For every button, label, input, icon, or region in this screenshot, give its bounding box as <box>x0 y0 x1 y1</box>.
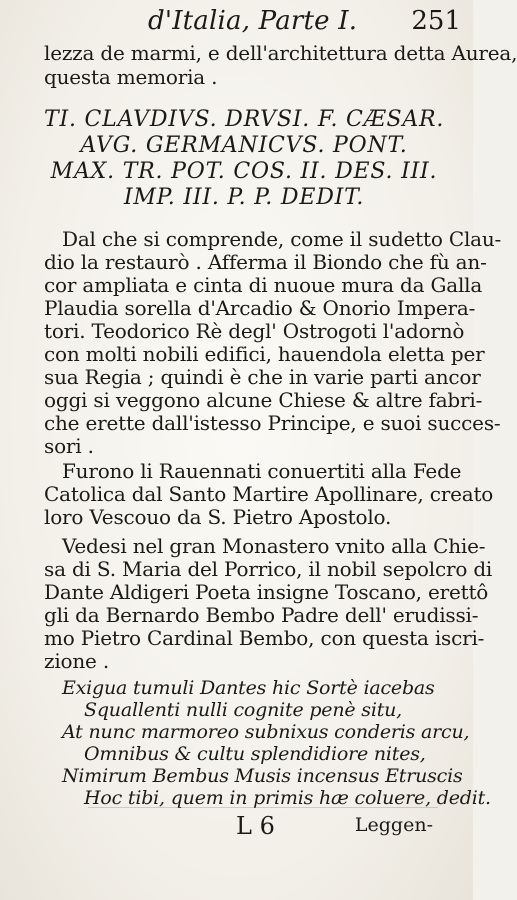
paragraph-line: zione . <box>44 649 110 673</box>
epitaph-line: Exigua tumuli Dantes hic Sortè iacebas <box>62 677 435 699</box>
paragraph-line: sori . <box>44 434 94 458</box>
epitaph-line: Nimirum Bembus Musis incensus Etruscis <box>62 765 463 787</box>
paragraph-line: loro Vescouo da S. Pietro Apostolo. <box>44 505 392 529</box>
paragraph-line: oggi si veggono alcune Chiese & altre fabri- <box>44 388 483 412</box>
paragraph-line: Vedesi nel gran Monastero vnito alla Chie- <box>62 534 486 558</box>
paragraph-line: mo Pietro Cardinal Bembo, con questa iscri- <box>44 626 485 650</box>
paragraph-line: Catolica dal Santo Martire Apollinare, creato <box>44 482 494 506</box>
epitaph-line: Hoc tibi, quem in primis hæ coluere, dedit. <box>84 787 491 809</box>
running-title: d'Italia, Parte I. <box>148 6 358 36</box>
paragraph-line: Furono li Rauennati conuertiti alla Fede <box>62 459 462 483</box>
paragraph-line: sa di S. Maria del Porrico, il nobil sepolcro di <box>44 557 493 581</box>
intro-line: lezza de marmi, e dell'architettura detta Aurea, <box>44 41 517 65</box>
page-number: 251 <box>411 6 461 36</box>
paragraph-line: che erette dall'istesso Principe, e suoi succes- <box>44 411 501 435</box>
paragraph-line: Plaudia sorella d'Arcadio & Onorio Impera- <box>44 296 476 320</box>
paragraph-line: dio la restaurò . Afferma il Biondo che fù an- <box>44 250 487 274</box>
paragraph-line: con molti nobili edifici, hauendola eletta per <box>44 342 485 366</box>
paragraph-line: tori. Teodorico Rè degl' Ostrogoti l'adornò <box>44 319 465 343</box>
paragraph-line: cor ampliata e cinta di nuoue mura da Galla <box>44 273 483 297</box>
inscription-line: TI. CLAVDIVS. DRVSI. F. CÆSAR. <box>44 107 445 132</box>
epitaph-line: Omnibus & cultu splendidiore nites, <box>84 743 426 765</box>
paragraph-line: sua Regia ; quindi è che in varie parti ancor <box>44 365 481 389</box>
catchword: Leggen- <box>354 814 433 836</box>
inscription-line: IMP. III. P. P. DEDIT. <box>123 185 365 210</box>
paragraph-line: gli da Bernardo Bembo Padre dell' erudissi- <box>44 603 479 627</box>
epitaph-underline <box>88 807 438 808</box>
epitaph-line: At nunc marmoreo subnixus conderis arcu, <box>62 721 470 743</box>
intro-line: questa memoria . <box>44 65 218 89</box>
inscription-line: MAX. TR. POT. COS. II. DES. III. <box>50 159 438 184</box>
inscription-line: AVG. GERMANICVS. PONT. <box>80 133 408 158</box>
signature-mark: L 6 <box>236 812 275 840</box>
epitaph-line: Squallenti nulli cognite penè situ, <box>84 699 403 721</box>
page-header <box>40 6 461 40</box>
paragraph-line: Dal che si comprende, come il sudetto Clau- <box>62 227 502 251</box>
paragraph-line: Dante Aldigeri Poeta insigne Toscano, erettô <box>44 580 489 604</box>
